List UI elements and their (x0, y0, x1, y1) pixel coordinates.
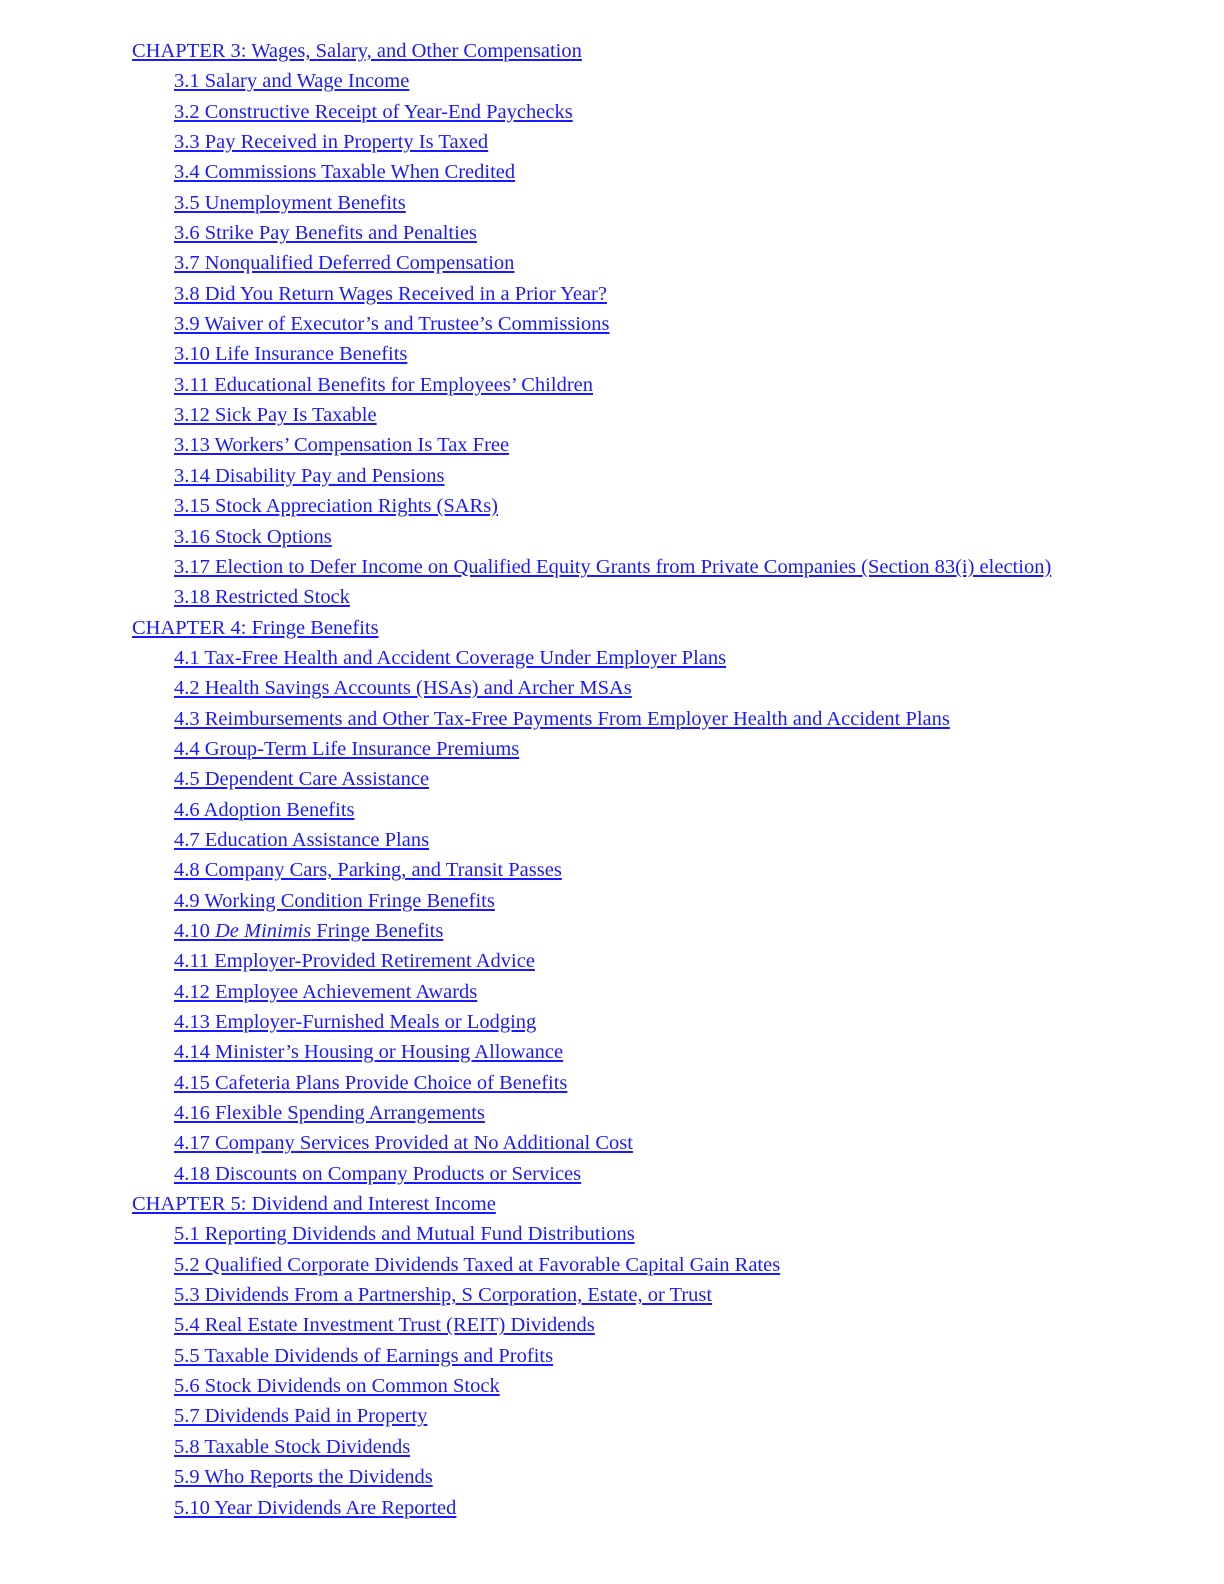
toc-section-entry (132, 1128, 1202, 1158)
toc-section-entry (132, 1432, 1202, 1462)
toc-section-entry (132, 430, 1202, 460)
toc-section-entry (132, 157, 1202, 187)
toc-section-entry (132, 1007, 1202, 1037)
section-link[interactable]: 4.6 Adoption Benefits (174, 798, 355, 821)
section-link[interactable]: 3.10 Life Insurance Benefits (174, 343, 408, 366)
section-link[interactable]: 4.3 Reimbursements and Other Tax-Free Payments From Employer Health and Accident Plans (174, 707, 950, 730)
toc-section-entry (132, 461, 1202, 491)
section-link[interactable] (174, 920, 443, 942)
toc-section-entry (132, 1159, 1202, 1189)
section-link[interactable]: 4.16 Flexible Spending Arrangements (174, 1102, 485, 1125)
toc-section-entry (132, 1341, 1202, 1371)
toc-section-entry (132, 886, 1202, 916)
toc-chapter-entry (132, 1189, 1202, 1219)
toc-section-entry (132, 946, 1202, 976)
section-link[interactable]: 5.6 Stock Dividends on Common Stock (174, 1375, 500, 1398)
toc-section-entry (132, 1371, 1202, 1401)
toc-section-entry (132, 1493, 1202, 1523)
section-link[interactable]: 4.18 Discounts on Company Products or Services (174, 1162, 582, 1185)
table-of-contents (132, 36, 1202, 1523)
section-link[interactable]: 3.8 Did You Return Wages Received in a Prior Year? (174, 282, 607, 305)
section-link[interactable]: 3.9 Waiver of Executor’s and Trustee’s Commissions (174, 313, 610, 336)
toc-section-entry (132, 339, 1202, 369)
section-link-italic: De Minimis (215, 919, 312, 942)
section-link[interactable]: 5.1 Reporting Dividends and Mutual Fund Distributions (174, 1223, 635, 1246)
section-link[interactable]: 3.7 Nonqualified Deferred Compensation (174, 252, 515, 275)
toc-section-entry (132, 916, 1202, 946)
chapter-link[interactable]: CHAPTER 4: Fringe Benefits (132, 616, 379, 639)
section-link[interactable]: 4.4 Group-Term Life Insurance Premiums (174, 737, 520, 760)
section-link[interactable]: 3.12 Sick Pay Is Taxable (174, 404, 377, 427)
toc-section-entry (132, 127, 1202, 157)
toc-section-entry (132, 764, 1202, 794)
section-link[interactable]: 3.5 Unemployment Benefits (174, 191, 406, 214)
section-link[interactable]: 5.3 Dividends From a Partnership, S Corporation, Estate, or Trust (174, 1284, 713, 1307)
toc-section-entry (132, 977, 1202, 1007)
section-link[interactable]: 4.8 Company Cars, Parking, and Transit Passes (174, 859, 562, 882)
toc-section-entry (132, 1310, 1202, 1340)
section-link[interactable]: 3.17 Election to Defer Income on Qualified Equity Grants from Private Companies (Section 83(i) election) (174, 555, 1052, 578)
toc-section-entry (132, 491, 1202, 521)
section-link[interactable]: 4.14 Minister’s Housing or Housing Allowance (174, 1041, 564, 1064)
toc-section-entry (132, 673, 1202, 703)
toc-section-entry (132, 309, 1202, 339)
toc-section-entry (132, 97, 1202, 127)
toc-section-entry (132, 248, 1202, 278)
section-link[interactable]: 5.7 Dividends Paid in Property (174, 1405, 428, 1428)
toc-section-entry (132, 552, 1202, 582)
chapter-link[interactable]: CHAPTER 5: Dividend and Interest Income (132, 1193, 496, 1216)
section-link[interactable]: 3.1 Salary and Wage Income (174, 70, 410, 93)
toc-section-entry (132, 1280, 1202, 1310)
section-link[interactable]: 5.5 Taxable Dividends of Earnings and Profits (174, 1344, 554, 1367)
section-link[interactable]: 4.1 Tax-Free Health and Accident Coverage Under Employer Plans (174, 646, 727, 669)
section-link[interactable]: 3.11 Educational Benefits for Employees’ Children (174, 373, 593, 396)
toc-section-entry (132, 218, 1202, 248)
toc-section-entry (132, 1037, 1202, 1067)
section-link[interactable]: 5.4 Real Estate Investment Trust (REIT) Dividends (174, 1314, 595, 1337)
toc-section-entry (132, 522, 1202, 552)
toc-section-entry (132, 1401, 1202, 1431)
section-link[interactable]: 3.13 Workers’ Compensation Is Tax Free (174, 434, 510, 457)
toc-section-entry (132, 370, 1202, 400)
section-link[interactable]: 5.9 Who Reports the Dividends (174, 1466, 433, 1489)
section-link[interactable]: 3.14 Disability Pay and Pensions (174, 464, 445, 487)
section-link-suffix: Fringe Benefits (311, 919, 444, 942)
chapter-link[interactable]: CHAPTER 3: Wages, Salary, and Other Compensation (132, 40, 582, 62)
section-link[interactable]: 4.2 Health Savings Accounts (HSAs) and Archer MSAs (174, 677, 632, 700)
section-link[interactable]: 4.13 Employer-Furnished Meals or Lodging (174, 1011, 537, 1033)
toc-section-entry (132, 1462, 1202, 1492)
toc-section-entry (132, 1098, 1202, 1128)
toc-section-entry (132, 825, 1202, 855)
section-link[interactable]: 3.18 Restricted Stock (174, 586, 350, 609)
section-link[interactable]: 3.15 Stock Appreciation Rights (SARs) (174, 495, 499, 518)
toc-section-entry (132, 704, 1202, 734)
section-link[interactable]: 4.9 Working Condition Fringe Benefits (174, 889, 495, 912)
toc-section-entry (132, 1068, 1202, 1098)
section-link[interactable]: 3.16 Stock Options (174, 525, 332, 548)
toc-section-entry (132, 188, 1202, 218)
toc-section-entry (132, 855, 1202, 885)
section-link-prefix: 4.10 (174, 919, 215, 942)
section-link[interactable]: 5.2 Qualified Corporate Dividends Taxed at Favorable Capital Gain Rates (174, 1253, 781, 1276)
section-link[interactable]: 5.8 Taxable Stock Dividends (174, 1435, 411, 1458)
toc-section-entry (132, 1219, 1202, 1249)
toc-chapter-entry (132, 613, 1202, 643)
section-link[interactable]: 4.11 Employer-Provided Retirement Advice (174, 950, 535, 973)
toc-section-entry (132, 400, 1202, 430)
toc-section-entry (132, 643, 1202, 673)
section-link[interactable]: 5.10 Year Dividends Are Reported (174, 1496, 457, 1519)
section-link[interactable]: 3.4 Commissions Taxable When Credited (174, 161, 516, 184)
section-link[interactable]: 3.6 Strike Pay Benefits and Penalties (174, 222, 477, 245)
section-link[interactable]: 4.5 Dependent Care Assistance (174, 768, 430, 791)
section-link[interactable]: 4.17 Company Services Provided at No Additional Cost (174, 1132, 633, 1155)
section-link[interactable]: 4.15 Cafeteria Plans Provide Choice of Benefits (174, 1071, 568, 1094)
section-link[interactable]: 4.7 Education Assistance Plans (174, 828, 430, 851)
section-link[interactable]: 3.3 Pay Received in Property Is Taxed (174, 131, 489, 154)
toc-chapter-entry (132, 36, 1202, 66)
toc-section-entry (132, 734, 1202, 764)
toc-section-entry (132, 66, 1202, 96)
toc-section-entry (132, 582, 1202, 612)
toc-section-entry (132, 795, 1202, 825)
toc-section-entry (132, 279, 1202, 309)
section-link[interactable]: 4.12 Employee Achievement Awards (174, 980, 478, 1003)
section-link[interactable]: 3.2 Constructive Receipt of Year-End Paychecks (174, 100, 573, 123)
toc-section-entry (132, 1250, 1202, 1280)
